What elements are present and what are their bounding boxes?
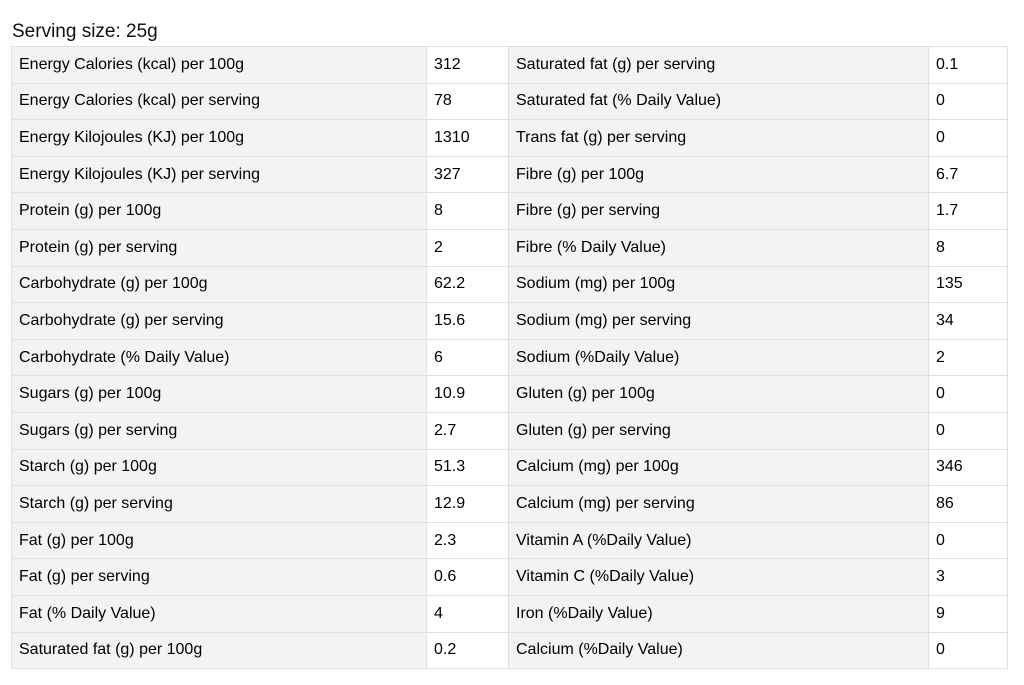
nutrient-value: 8 xyxy=(427,193,509,230)
nutrient-value: 12.9 xyxy=(427,486,509,523)
nutrient-label: Carbohydrate (g) per serving xyxy=(12,303,427,340)
table-row xyxy=(12,339,1008,376)
nutrient-label: Energy Calories (kcal) per serving xyxy=(12,83,427,120)
table-row xyxy=(12,83,1008,120)
nutrient-label: Fat (g) per 100g xyxy=(12,522,427,559)
nutrient-value: 0.1 xyxy=(929,47,1008,84)
nutrient-label: Sodium (mg) per serving xyxy=(509,303,929,340)
nutrient-label: Starch (g) per serving xyxy=(12,486,427,523)
table-row xyxy=(12,47,1008,84)
nutrient-value: 0.6 xyxy=(427,559,509,596)
nutrient-label: Carbohydrate (% Daily Value) xyxy=(12,339,427,376)
table-row xyxy=(12,266,1008,303)
table-row xyxy=(12,303,1008,340)
nutrient-label: Sodium (mg) per 100g xyxy=(509,266,929,303)
table-row xyxy=(12,193,1008,230)
nutrient-label: Sugars (g) per serving xyxy=(12,412,427,449)
nutrient-value: 0 xyxy=(929,412,1008,449)
nutrient-value: 1310 xyxy=(427,120,509,157)
nutrient-value: 327 xyxy=(427,156,509,193)
serving-size-heading: Serving size: 25g xyxy=(12,21,158,42)
nutrient-label: Fat (% Daily Value) xyxy=(12,595,427,632)
nutrient-label: Energy Kilojoules (KJ) per serving xyxy=(12,156,427,193)
nutrient-value: 3 xyxy=(929,559,1008,596)
nutrient-label: Vitamin A (%Daily Value) xyxy=(509,522,929,559)
nutrient-label: Sugars (g) per 100g xyxy=(12,376,427,413)
nutrient-label: Vitamin C (%Daily Value) xyxy=(509,559,929,596)
nutrient-value: 0 xyxy=(929,376,1008,413)
table-row xyxy=(12,595,1008,632)
nutrient-label: Protein (g) per serving xyxy=(12,229,427,266)
nutrient-label: Fat (g) per serving xyxy=(12,559,427,596)
table-row xyxy=(12,449,1008,486)
nutrient-value: 2 xyxy=(427,229,509,266)
nutrient-value: 51.3 xyxy=(427,449,509,486)
nutrient-value: 6.7 xyxy=(929,156,1008,193)
table-row xyxy=(12,120,1008,157)
nutrient-value: 2.3 xyxy=(427,522,509,559)
nutrient-label: Fibre (g) per serving xyxy=(509,193,929,230)
nutrient-value: 15.6 xyxy=(427,303,509,340)
nutrient-value: 0.2 xyxy=(427,632,509,669)
nutrient-value: 8 xyxy=(929,229,1008,266)
nutrient-label: Iron (%Daily Value) xyxy=(509,595,929,632)
table-row xyxy=(12,412,1008,449)
nutrient-value: 2 xyxy=(929,339,1008,376)
nutrient-value: 6 xyxy=(427,339,509,376)
nutrient-value: 1.7 xyxy=(929,193,1008,230)
nutrient-value: 0 xyxy=(929,522,1008,559)
nutrient-value: 62.2 xyxy=(427,266,509,303)
nutrient-label: Sodium (%Daily Value) xyxy=(509,339,929,376)
nutrient-label: Carbohydrate (g) per 100g xyxy=(12,266,427,303)
nutrition-table xyxy=(11,46,1008,669)
table-row xyxy=(12,559,1008,596)
nutrient-value: 0 xyxy=(929,83,1008,120)
nutrient-label: Fibre (g) per 100g xyxy=(509,156,929,193)
nutrient-value: 346 xyxy=(929,449,1008,486)
nutrient-value: 312 xyxy=(427,47,509,84)
table-row xyxy=(12,632,1008,669)
nutrient-label: Starch (g) per 100g xyxy=(12,449,427,486)
table-row xyxy=(12,376,1008,413)
nutrient-label: Calcium (mg) per serving xyxy=(509,486,929,523)
nutrient-value: 4 xyxy=(427,595,509,632)
nutrient-label: Energy Kilojoules (KJ) per 100g xyxy=(12,120,427,157)
nutrient-value: 86 xyxy=(929,486,1008,523)
nutrition-table-body xyxy=(12,47,1008,669)
nutrient-label: Gluten (g) per 100g xyxy=(509,376,929,413)
nutrient-label: Fibre (% Daily Value) xyxy=(509,229,929,266)
nutrient-value: 34 xyxy=(929,303,1008,340)
nutrient-value: 78 xyxy=(427,83,509,120)
table-row xyxy=(12,522,1008,559)
nutrient-value: 135 xyxy=(929,266,1008,303)
nutrient-label: Calcium (mg) per 100g xyxy=(509,449,929,486)
nutrient-value: 2.7 xyxy=(427,412,509,449)
nutrient-label: Trans fat (g) per serving xyxy=(509,120,929,157)
nutrient-label: Energy Calories (kcal) per 100g xyxy=(12,47,427,84)
nutrient-value: 10.9 xyxy=(427,376,509,413)
nutrient-value: 9 xyxy=(929,595,1008,632)
table-row xyxy=(12,229,1008,266)
nutrient-label: Protein (g) per 100g xyxy=(12,193,427,230)
table-row xyxy=(12,486,1008,523)
nutrient-label: Gluten (g) per serving xyxy=(509,412,929,449)
nutrient-value: 0 xyxy=(929,632,1008,669)
nutrient-label: Saturated fat (g) per 100g xyxy=(12,632,427,669)
nutrient-value: 0 xyxy=(929,120,1008,157)
nutrient-label: Saturated fat (g) per serving xyxy=(509,47,929,84)
nutrient-label: Calcium (%Daily Value) xyxy=(509,632,929,669)
table-row xyxy=(12,156,1008,193)
nutrient-label: Saturated fat (% Daily Value) xyxy=(509,83,929,120)
